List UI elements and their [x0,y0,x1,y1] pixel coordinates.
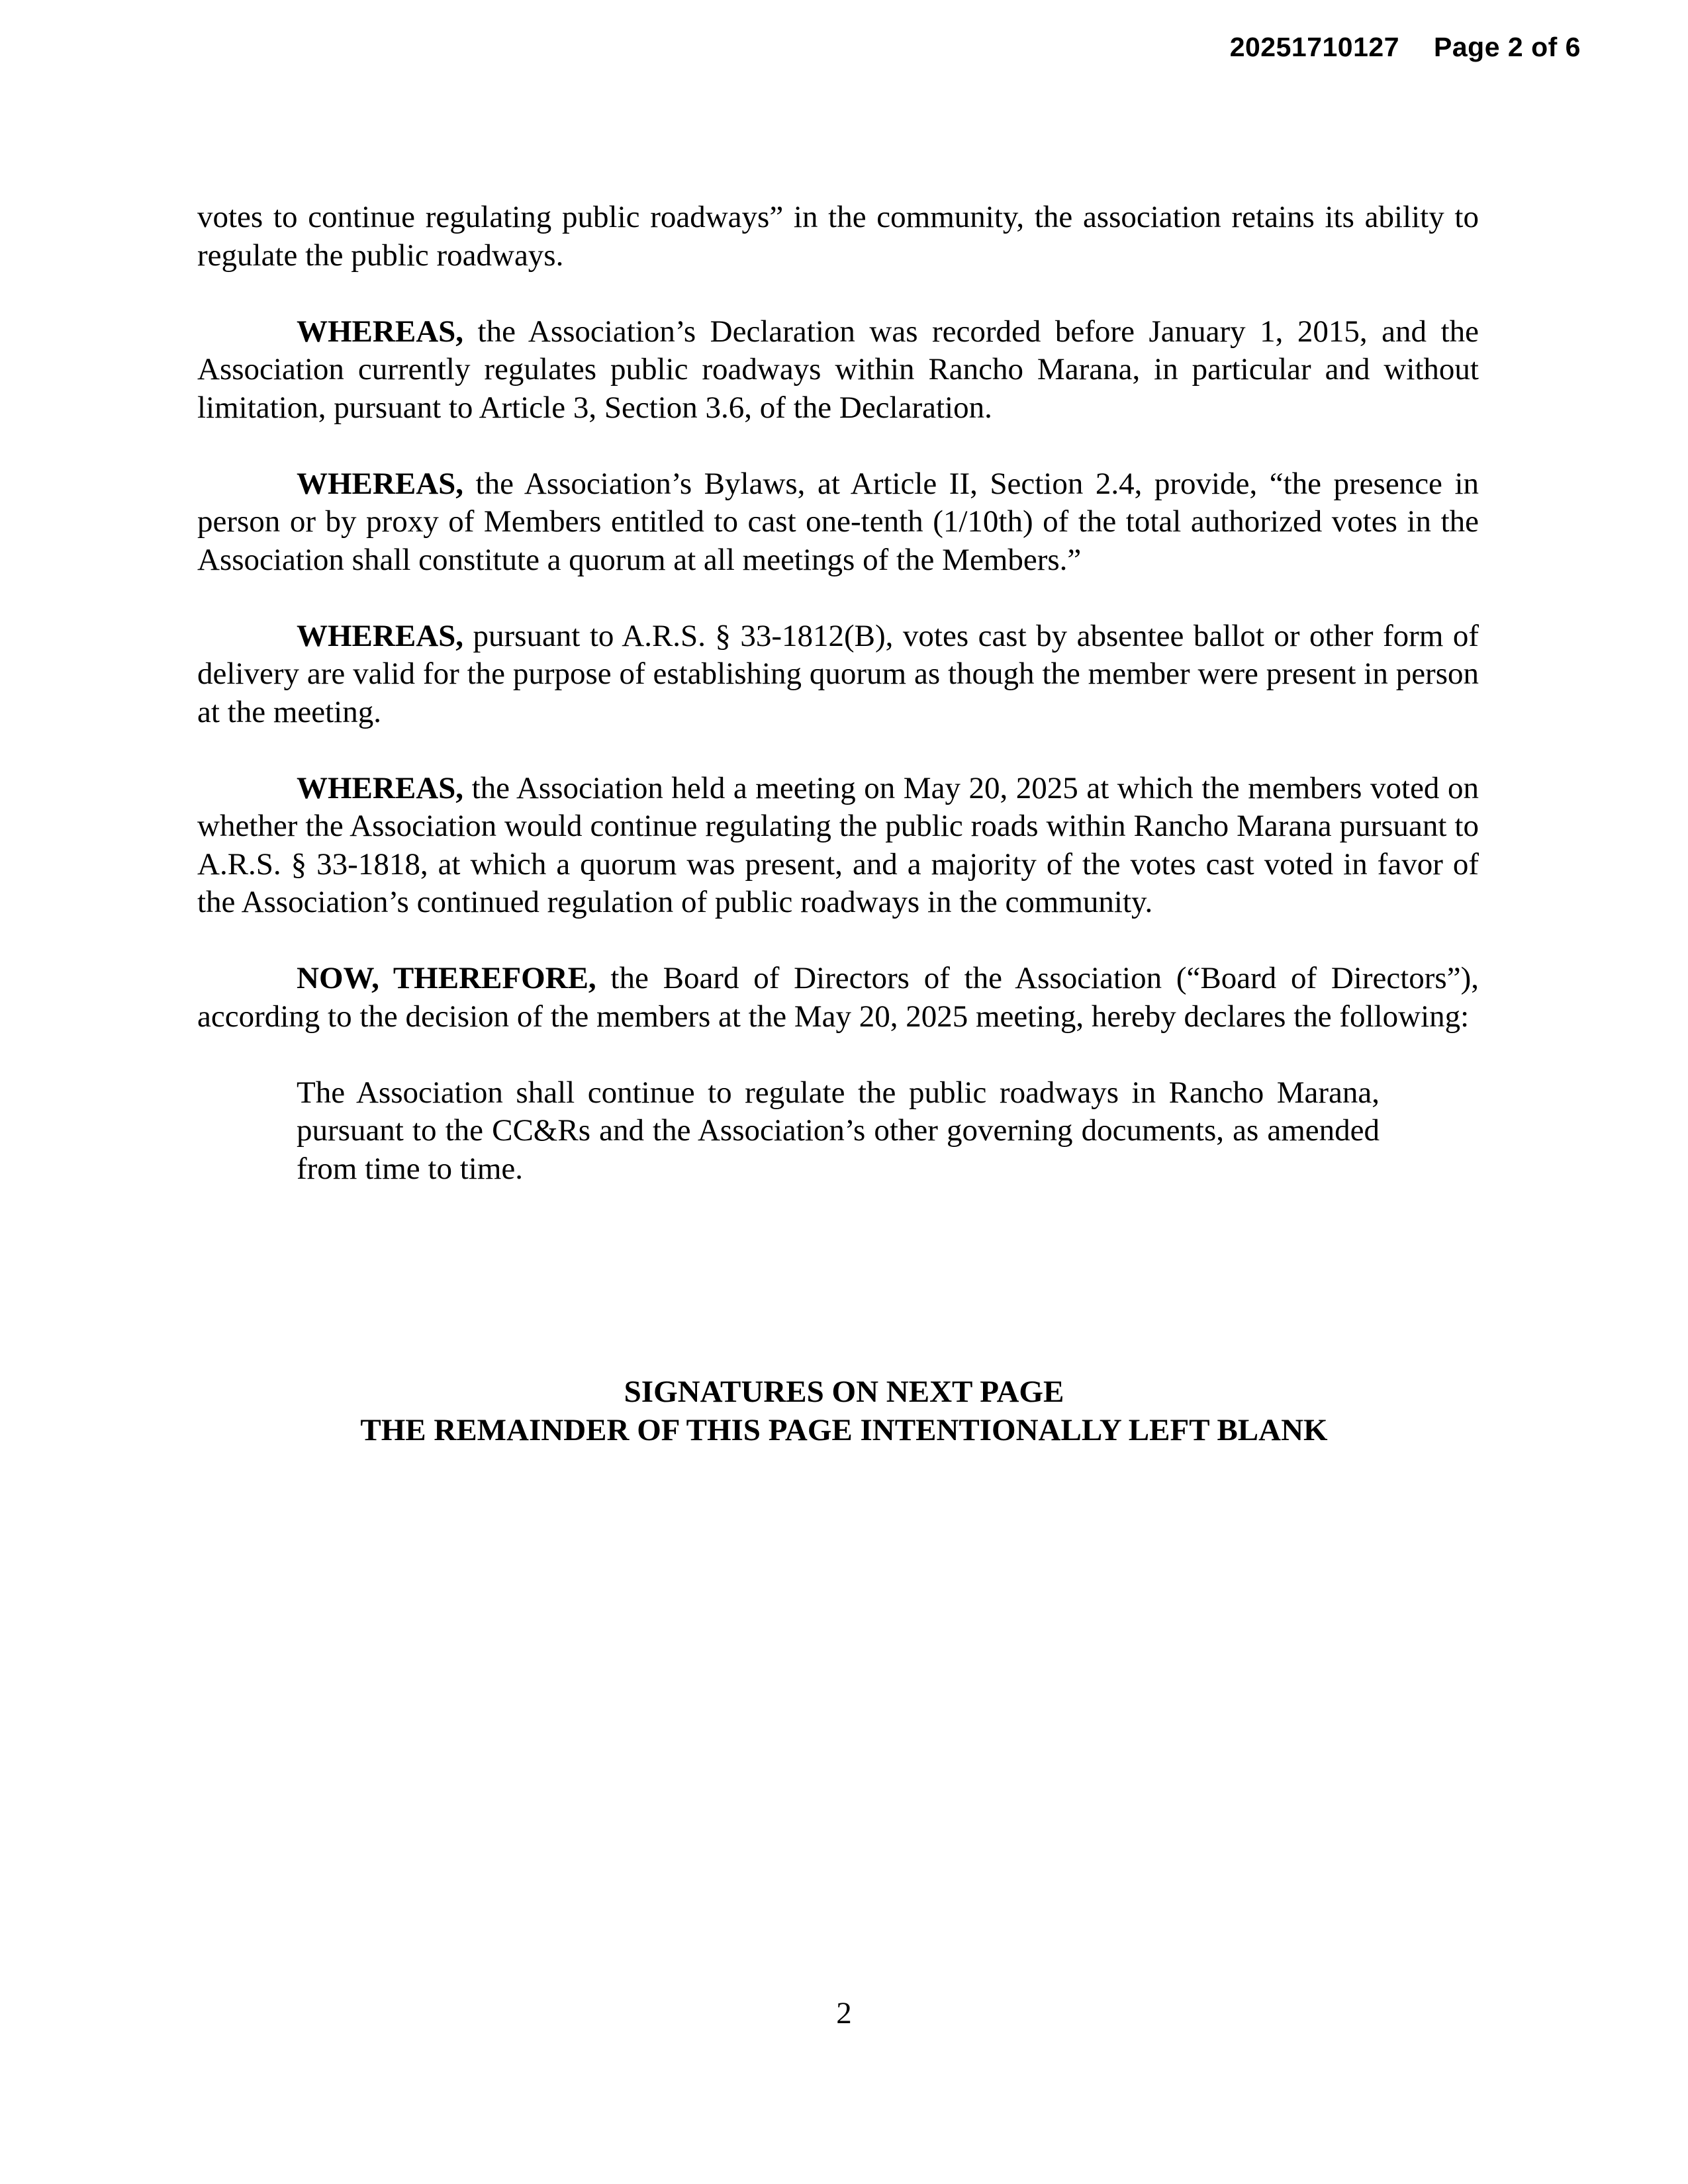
now-therefore-paragraph [197,960,1479,1036]
whereas-bylaws-paragraph [197,465,1479,580]
signature-notice [0,1373,1688,1449]
whereas-meeting-paragraph [197,770,1479,922]
paragraph-text: the Board of Directors of the Association (“Board of Directors”), according to the decision of the members at the May 20, 2025 meeting, hereby declares the following: [197,961,1479,1034]
paragraph-text: pursuant to A.R.S. § 33-1812(B), votes cast by absentee ballot or other form of delivery are valid for the purpose of establishing quorum as though the member were present in person at the meeting. [197,618,1479,729]
whereas-lead: WHEREAS, [297,314,464,349]
document-body [197,199,1479,1188]
notice-line-signatures: SIGNATURES ON NEXT PAGE [624,1375,1064,1409]
paragraph-text: the Association’s Bylaws, at Article II, Section 2.4, provide, “the presence in person or by proxy of Members entitled to cast one-tenth (1/10th) of the total authorized votes in the Association shall constitute a quorum at all meetings of the Members.” [197,466,1479,577]
notice-line-blank: THE REMAINDER OF THIS PAGE INTENTIONALLY LEFT BLANK [360,1412,1328,1447]
continued-paragraph: votes to continue regulating public roadways” in the community, the association retains its ability to regulate the public roadways. [197,200,1479,273]
paragraph-text: the Association held a meeting on May 20, 2025 at which the members voted on whether the Association would continue regulating the public roads within Rancho Marana pursuant to A.R.S. § 33-1818, at which a quorum was present, and a majority of the votes cast voted in favor of the Association’s continued regulation of public roadways in the community. [197,770,1479,919]
whereas-lead: WHEREAS, [297,618,464,653]
paragraph-text: the Association’s Declaration was recorded before January 1, 2015, and the Association currently regulates public roadways within Rancho Marana, in particular and without limitation, pursuant to Article 3, Section 3.6, of the Declaration. [197,314,1479,425]
whereas-lead: WHEREAS, [297,770,464,805]
resolution-statement: The Association shall continue to regulate the public roadways in Rancho Marana, pursuant to the CC&Rs and the Association’s other governing documents, as amended from time to time. [297,1075,1380,1186]
whereas-lead: WHEREAS, [297,466,464,501]
recording-number: 20251710127 [1229,32,1400,62]
page-number: 2 [836,1996,852,2030]
whereas-declaration-paragraph [197,313,1479,428]
page-header [1230,32,1581,63]
now-therefore-lead: NOW, THEREFORE, [297,961,596,995]
whereas-absentee-paragraph [197,617,1479,732]
page-count-label: Page 2 of 6 [1434,32,1581,62]
